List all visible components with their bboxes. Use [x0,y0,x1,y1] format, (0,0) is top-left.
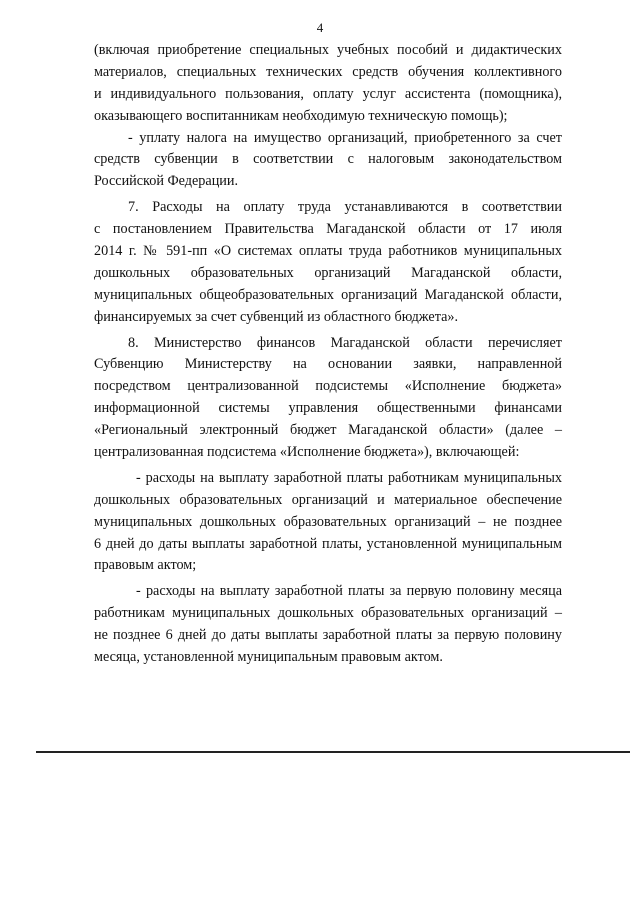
text-line: с постановлением Правительства Магаданской области от 17 июля [94,221,562,238]
paragraph-8-ministry-finance [94,333,562,464]
text-line: - расходы на выплату заработной платы работникам муниципальных [136,469,562,486]
document-body [94,40,562,669]
text-line: дошкольных образовательных организаций Магаданской области, [94,264,562,281]
text-line: финансируемых за счет субвенций из областного бюджета». [94,308,459,325]
paragraph-funds-usage-continued [94,40,562,128]
text-line: работникам муниципальных дошкольных образовательных организаций – [94,605,562,622]
text-line: муниципальных дошкольных образовательных организаций – не позднее [94,513,562,530]
paragraph-first-half-month-payments [94,581,562,669]
text-line: оказывающего воспитанникам необходимую техническую помощь); [94,107,508,124]
paragraph-property-tax [94,128,562,194]
text-line: посредством централизованной подсистемы «Исполнение бюджета» [94,378,562,395]
text-line: средств субвенции в соответствии с налоговым законодательством [94,151,562,168]
text-line: (включая приобретение специальных учебных пособий и дидактических [94,42,562,58]
text-line: централизованная подсистема «Исполнение бюджета»), включающей: [94,444,520,461]
text-line: - уплату налога на имущество организаций, приобретенного за счет [128,129,562,146]
text-line: 7. Расходы на оплату труда устанавливаются в соответствии [128,199,562,216]
paragraph-7-labor-costs [94,197,562,328]
text-line: информационной системы управления общественными финансами [94,400,562,417]
text-line: материалов, специальных технических средств обучения коллективного [94,63,562,80]
text-line: «Региональный электронный бюджет Магаданской области» (далее – [94,422,562,439]
text-line: месяца, установленной муниципальным правовым актом. [94,649,443,666]
text-line: и индивидуального пользования, оплату услуг ассистента (помощника), [94,85,562,102]
text-line: 8. Министерство финансов Магаданской области перечисляет [128,334,562,351]
text-line: Субвенцию Министерству на основании заявки, направленной [94,356,562,373]
text-line: - расходы на выплату заработной платы за первую половину месяца [136,583,562,600]
page-number: 4 [316,20,324,35]
paragraph-salary-payments [94,468,562,577]
text-line: 6 дней до даты выплаты заработной платы, установленной муниципальным [94,535,562,552]
text-line: дошкольных образовательных организаций и материальное обеспечение [94,491,562,508]
text-line: муниципальных общеобразовательных организаций Магаданской области, [94,286,562,303]
footer-divider-line [36,751,630,753]
text-line: 2014 г. № 591-пп «О системах оплаты труда работников муниципальных [94,243,562,260]
text-line: Российской Федерации. [94,173,239,190]
text-line: не позднее 6 дней до даты выплаты заработной платы за первую половину [94,627,562,644]
text-line: правовым актом; [94,557,197,574]
